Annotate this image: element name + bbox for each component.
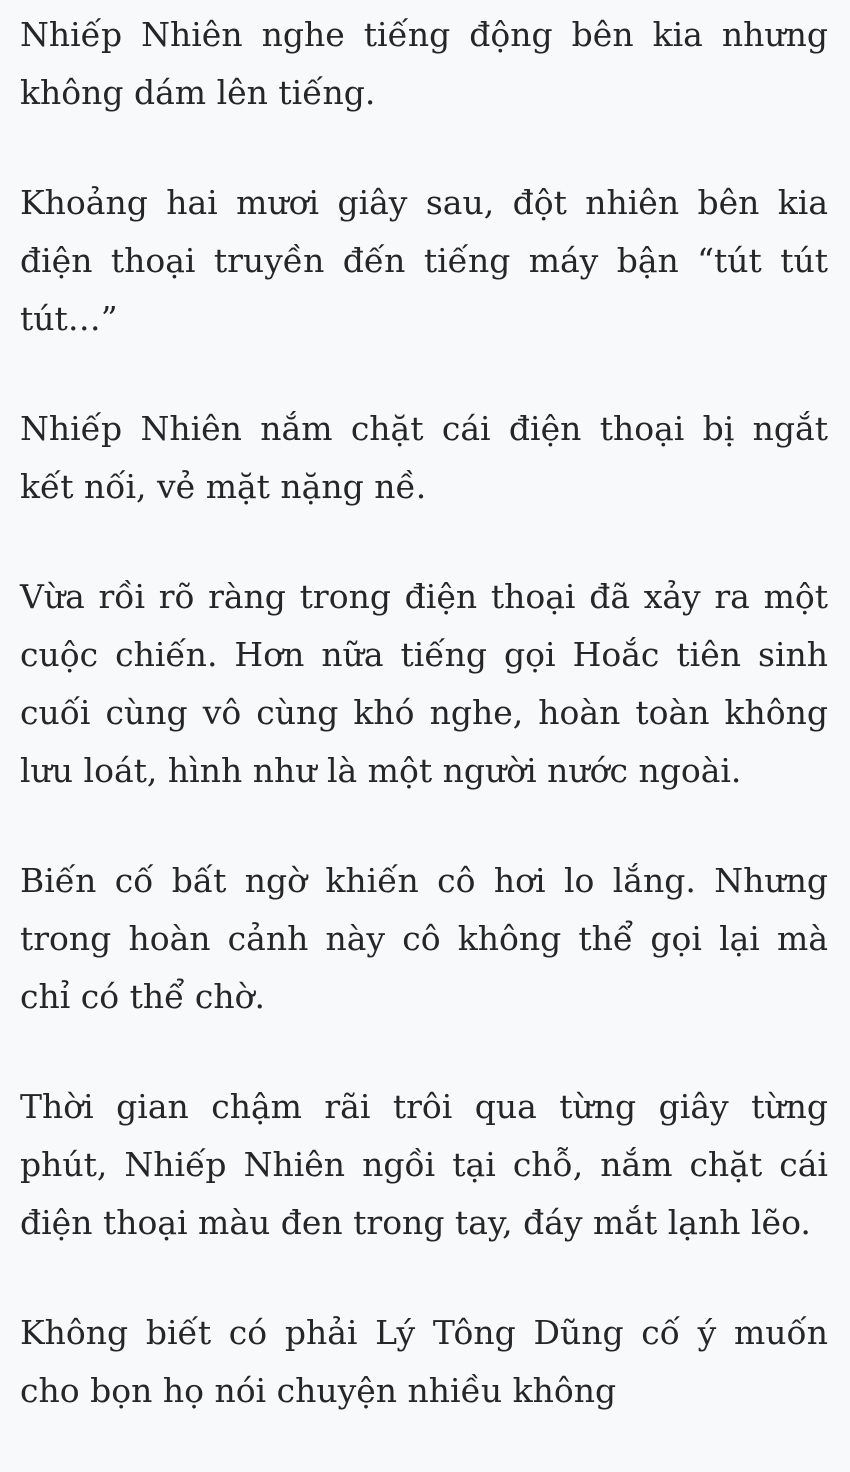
paragraph-3: Nhiếp Nhiên nắm chặt cái điện thoại bị ngắt kết nối, vẻ mặt nặng nề. — [20, 409, 828, 506]
paragraph-4: Vừa rồi rõ ràng trong điện thoại đã xảy ra một cuộc chiến. Hơn nữa tiếng gọi Hoắc tiên sinh cuối cùng vô cùng khó nghe, hoàn toàn không lưu loát, hình như là một người nước ngoài. — [20, 577, 828, 790]
paragraph-7: Không biết có phải Lý Tông Dũng cố ý muốn cho bọn họ nói chuyện nhiều không — [20, 1313, 828, 1410]
paragraph-2: Khoảng hai mươi giây sau, đột nhiên bên kia điện thoại truyền đến tiếng máy bận “tút tút tút…” — [20, 183, 828, 338]
paragraph-5: Biến cố bất ngờ khiến cô hơi lo lắng. Nhưng trong hoàn cảnh này cô không thể gọi lại mà chỉ có thể chờ. — [20, 861, 828, 1016]
paragraph-1: Nhiếp Nhiên nghe tiếng động bên kia nhưng không dám lên tiếng. — [20, 15, 828, 112]
paragraph-6: Thời gian chậm rãi trôi qua từng giây từng phút, Nhiếp Nhiên ngồi tại chỗ, nắm chặt cái điện thoại màu đen trong tay, đáy mắt lạnh lẽo. — [20, 1087, 828, 1242]
